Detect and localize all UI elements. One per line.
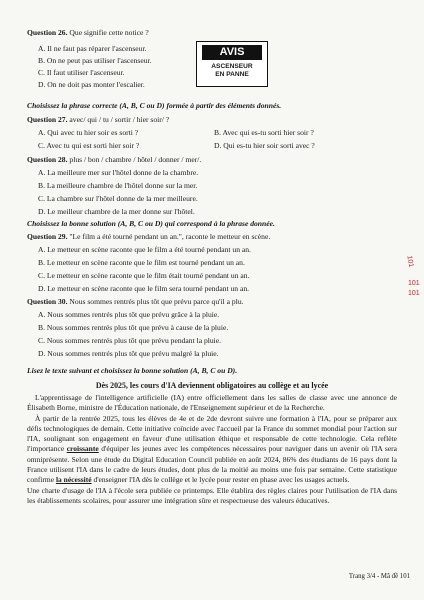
instruction-2: Choisissez la bonne solution (A, B, C ou D) qui correspond à la phrase donnée. (27, 219, 275, 228)
underlined-word: la nécessité (55, 475, 92, 485)
notice-sign (196, 41, 268, 87)
question-27 (27, 115, 169, 124)
margin-mark: 101 (408, 280, 420, 287)
article-paragraph-1: L'apprentissage de l'intelligence artificielle (IA) entre officiellement dans les salles de classe avec une annonce de Élisabeth Borne, ministre de l'Éducation nationale, de l'Enseignement supérieur et de la Recherche. (27, 393, 397, 413)
notice-line-2: EN PANNE (215, 71, 249, 78)
article-text: À partir de la rentrée 2025, tous les élèves de 4e et de 2de devront suivre une formation à l'IA, pour se préparer aux défis technologiques de demain. Cette initiative coïncide avec l'accueil par la France du sommet mondial pour l'action sur l'IA, soulignant son engagement en faveur d'une utilisation éthique et responsable de cette technologie. Cela reflète l'importance (27, 413, 397, 454)
q28-option-d[interactable]: D. Le meilleur chambre de la mer donne sur l'hôtel. (38, 207, 195, 216)
article-text: d'enseigner l'IA dès le collège et le lycée pour rester en phase avec les usages actuels. (91, 475, 350, 485)
question-label: Question 26. (27, 28, 68, 37)
question-text: Nous sommes rentrés plus tôt que prévu parce qu'il a plu. (69, 297, 244, 306)
article-text: d'équiper les jeunes avec les compétences nécessaires pour naviguer dans un avenir où l'IA sera omniprésente. Selon une étude du Digital Education Council publiée en août 2024, 86% des étudiants de 16 pays dont la France utilisent l'IA dans le cadre de leurs études, dont plus de la moitié au moins une fois par semaine. Cette statistique confirme (27, 444, 397, 485)
notice-line-1: ASCENSEUR (211, 63, 253, 70)
article-paragraph-3: Une charte d'usage de l'IA à l'école sera publiée ce printemps. Elle établira des règles claires pour l'utilisation de l'IA dans les établissements scolaires, pour assurer une intégration sûre et respectueuse des valeurs éducatives. (27, 485, 397, 505)
q28-option-c[interactable]: C. La chambre sur l'hôtel donne de la mer meilleure. (38, 194, 198, 203)
question-text: Que signifie cette notice ? (69, 28, 149, 37)
q29-option-b[interactable]: B. Le metteur en scène raconte que le film est tourné pendant un an. (38, 258, 245, 267)
q29-option-d[interactable]: D. Le metteur en scène raconte que le film sera tourné pendant un an. (38, 284, 250, 293)
question-label: Question 27. (27, 115, 68, 124)
underlined-word: croissante (66, 444, 99, 454)
notice-title: AVIS (202, 45, 262, 60)
q30-option-a[interactable]: A. Nous sommes rentrés plus tôt que prévu grâce à la pluie. (38, 310, 220, 319)
question-26 (27, 28, 149, 37)
q26-option-a[interactable]: A. Il ne faut pas réparer l'ascenseur. (38, 44, 147, 53)
notice-body (197, 63, 267, 79)
q29-option-a[interactable]: A. Le metteur en scène raconte que le film a été tourné pendant un an. (38, 245, 251, 254)
q27-option-b[interactable]: B. Avec qui es-tu sorti hier soir ? (214, 128, 314, 137)
q29-option-c[interactable]: C. Le metteur en scène raconte que le film était tourné pendant un an. (38, 271, 250, 280)
article-body (27, 393, 397, 506)
question-text: "Le film a été tourné pendant un an.", raconte le metteur en scène. (69, 232, 271, 241)
question-29 (27, 232, 270, 241)
question-label: Question 28. (27, 155, 68, 164)
question-text: plus / bon / chambre / hôtel / donner / mer/. (69, 155, 202, 164)
q26-option-d[interactable]: D. On ne doit pas monter l'escalier. (38, 80, 145, 89)
q28-option-a[interactable]: A. La meilleure mer sur l'hôtel donne de la chambre. (38, 168, 199, 177)
q27-option-a[interactable]: A. Qui avec tu hier soir es sorti ? (38, 128, 139, 137)
instruction-3: Lisez le texte suivant et choisissez la bonne solution (A, B, C ou D). (27, 366, 238, 375)
q27-option-d[interactable]: D. Qui es-tu hier soir sorti avec ? (214, 141, 315, 150)
margin-mark: 101 (405, 255, 415, 268)
question-28 (27, 155, 201, 164)
question-30 (27, 297, 244, 306)
page-footer: Trang 3/4 - Mã đề 101 (348, 573, 410, 580)
article-paragraph-2 (27, 414, 397, 486)
question-label: Question 29. (27, 232, 68, 241)
q26-option-b[interactable]: B. On ne peut pas utiliser l'ascenseur. (38, 56, 152, 65)
question-label: Question 30. (27, 297, 68, 306)
q26-option-c[interactable]: C. Il faut utiliser l'ascenseur. (38, 68, 125, 77)
instruction-1: Choisissez la phrase correcte (A, B, C ou D) formée à partir des éléments donnés. (27, 101, 282, 110)
q27-option-c[interactable]: C. Avec tu qui est sorti hier soir ? (38, 141, 140, 150)
article-title: Dès 2025, les cours d'IA deviennent obligatoires au collège et au lycée (95, 381, 329, 390)
q30-option-b[interactable]: B. Nous sommes rentrés plus tôt que prévu à cause de la pluie. (38, 323, 229, 332)
q30-option-d[interactable]: D. Nous sommes rentrés plus tôt que prévu malgré la pluie. (38, 349, 219, 358)
q30-option-c[interactable]: C. Nous sommes rentrés plus tôt que prévu pendant la pluie. (38, 336, 222, 345)
question-text: avec/ qui / tu / sortir / hier soir/ ? (69, 115, 170, 124)
q28-option-b[interactable]: B. La meilleure chambre de l'hôtel donne sur la mer. (38, 181, 198, 190)
margin-mark: 101 (408, 290, 420, 297)
